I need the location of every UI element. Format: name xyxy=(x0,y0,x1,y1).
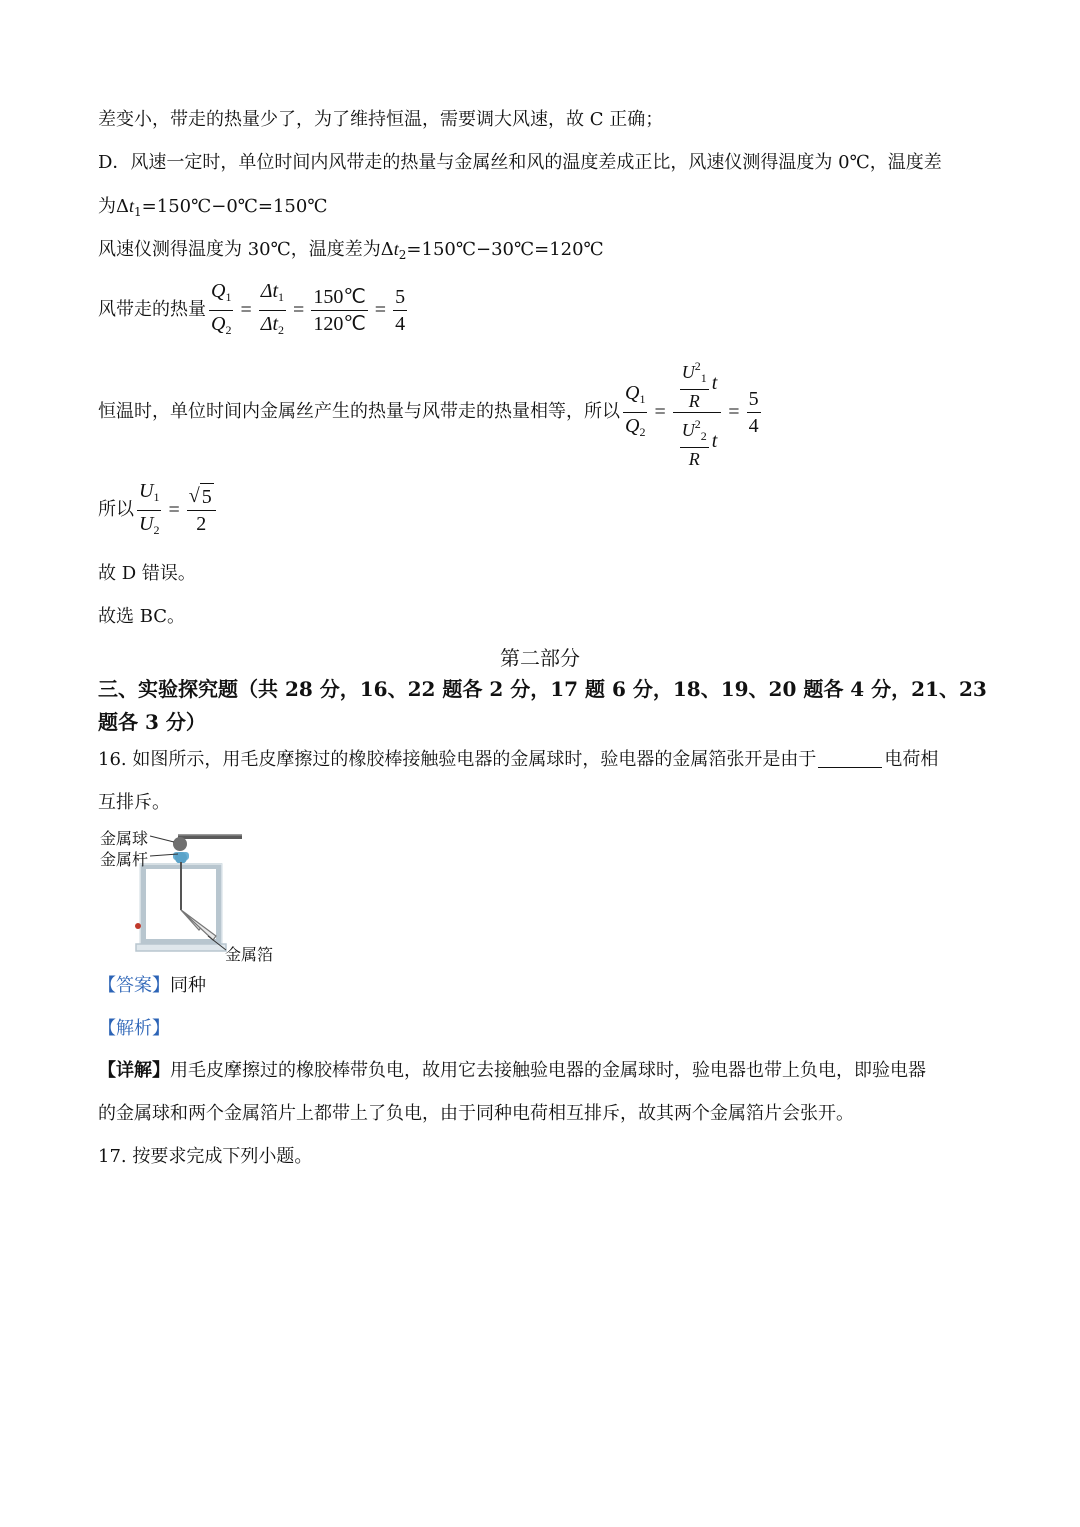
den-2: 2 xyxy=(196,513,207,535)
heat-ratio-equation xyxy=(98,279,410,338)
u-symbol: U xyxy=(139,512,154,535)
text-line-8: 故 D 错误。 xyxy=(98,563,196,584)
line4-var: t xyxy=(393,239,399,259)
compound-fraction xyxy=(673,355,722,470)
leader-ball xyxy=(150,836,174,842)
question-16-line-2: 互排斥。 xyxy=(98,792,170,813)
t-symbol: t xyxy=(711,372,718,394)
detail-line-1 xyxy=(98,1059,926,1083)
sub-1: 1 xyxy=(700,370,707,385)
sub-1: 1 xyxy=(639,391,646,406)
voltage-ratio-equation xyxy=(98,480,219,540)
line7-label: 所以 xyxy=(98,499,134,520)
q16-text-a: 16. 如图所示，用毛皮摩擦过的橡胶棒接触验电器的金属球时，验电器的金属箔张开是由于 xyxy=(98,749,817,770)
frac-5-4-b xyxy=(747,386,761,439)
sqrt-icon: √ xyxy=(188,485,200,507)
q16-text-b: 电荷相 xyxy=(884,749,939,770)
text-line-3 xyxy=(98,194,327,224)
frac-u1sq-r xyxy=(680,355,709,412)
line4-sub: 2 xyxy=(398,248,407,262)
label-metal-foil: 金属箔 xyxy=(225,945,274,964)
power-ratio-equation xyxy=(98,356,764,468)
line3-prefix: 为Δ xyxy=(98,196,129,217)
metal-ball xyxy=(173,837,187,851)
metal-leaf-2 xyxy=(181,910,216,940)
text-line-4 xyxy=(98,237,604,267)
frac-u2sq-r xyxy=(680,413,709,470)
frac-temps xyxy=(311,284,367,337)
line3-rest: =150℃−0℃=150℃ xyxy=(141,196,328,217)
sub-1: 1 xyxy=(278,289,285,304)
line3-var: t xyxy=(129,196,135,216)
u-symbol: U xyxy=(139,479,154,502)
q-symbol: Q xyxy=(211,279,226,302)
line5-label: 风带走的热量 xyxy=(98,299,206,320)
sub-2: 2 xyxy=(153,522,160,537)
question-17: 17. 按要求完成下列小题。 xyxy=(98,1146,313,1167)
delta-t-symbol: Δt xyxy=(260,312,279,335)
text-line-2: D．风速一定时，单位时间内风带走的热量与金属丝和风的温度差成正比，风速仪测得温度为 0℃，温度差 xyxy=(98,152,942,173)
frac-q1-q2-b xyxy=(623,380,647,445)
rubber-rod-highlight xyxy=(178,834,242,836)
temp-120: 120℃ xyxy=(313,312,366,335)
section-title: 第二部分 xyxy=(500,646,580,670)
sub-2: 2 xyxy=(700,428,707,443)
sub-2: 2 xyxy=(225,322,232,337)
q-symbol: Q xyxy=(625,381,640,404)
detail-tag: 【详解】 xyxy=(98,1060,170,1081)
line4-prefix: 风速仪测得温度为 30℃，温度差为Δ xyxy=(98,239,394,260)
analysis-tag: 【解析】 xyxy=(98,1018,170,1039)
detail-line-2: 的金属球和两个金属箔片上都带上了负电，由于同种电荷相互排斥，故其两个金属箔片会张开。 xyxy=(98,1103,854,1124)
line6-label: 恒温时，单位时间内金属丝产生的热量与风带走的热量相等，所以 xyxy=(98,401,620,422)
line3-sub: 1 xyxy=(134,205,142,219)
temp-150: 150℃ xyxy=(311,284,367,311)
q-symbol: Q xyxy=(211,312,226,335)
question-16-line-1 xyxy=(98,748,938,772)
r-symbol: R xyxy=(688,390,700,411)
frac-dt1-dt2 xyxy=(259,278,286,343)
num-5: 5 xyxy=(747,386,761,413)
frac-q1-q2 xyxy=(209,278,233,343)
u-symbol: U xyxy=(681,419,695,440)
q-symbol: Q xyxy=(625,414,640,437)
den-4: 4 xyxy=(395,312,406,335)
answer-value: 同种 xyxy=(170,975,206,996)
equals-sign: = xyxy=(240,299,252,321)
text-line-9: 故选 BC。 xyxy=(98,606,186,627)
delta-t-symbol: Δt xyxy=(260,279,279,302)
u-symbol: U xyxy=(681,361,695,382)
equals-sign: = xyxy=(654,401,666,423)
detail-text-a: 用毛皮摩擦过的橡胶棒带负电，故用它去接触验电器的金属球时，验电器也带上负电，即验电器 xyxy=(170,1060,926,1081)
sqrt-5 xyxy=(189,483,214,510)
sub-1: 1 xyxy=(153,489,160,504)
equals-sign: = xyxy=(293,299,305,321)
answer-blank[interactable] xyxy=(818,767,882,768)
t-symbol: t xyxy=(711,430,718,452)
equals-sign: = xyxy=(168,499,180,521)
frac-sqrt5-2 xyxy=(187,483,216,537)
label-metal-rod: 金属杆 xyxy=(100,850,149,869)
sup-2: 2 xyxy=(694,416,701,431)
text-line-1: 差变小，带走的热量少了，为了维持恒温，需要调大风速，故 C 正确； xyxy=(98,109,664,130)
answer-tag: 【答案】 xyxy=(98,975,170,996)
sup-2: 2 xyxy=(694,358,701,373)
label-metal-ball: 金属球 xyxy=(100,829,149,848)
sub-2: 2 xyxy=(639,424,646,439)
line4-rest: =150℃−30℃=120℃ xyxy=(406,239,604,260)
sub-1: 1 xyxy=(225,289,232,304)
r-symbol: R xyxy=(688,448,700,469)
num-5: 5 xyxy=(393,284,407,311)
frac-5-4 xyxy=(393,284,407,337)
den-4: 4 xyxy=(748,414,759,437)
answer-line xyxy=(98,974,206,998)
radicand-5: 5 xyxy=(200,483,214,510)
frac-u1-u2 xyxy=(137,478,161,543)
base xyxy=(136,944,226,951)
sub-2: 2 xyxy=(278,322,285,337)
equals-sign: = xyxy=(728,401,740,423)
red-knob xyxy=(135,923,141,929)
electroscope-figure xyxy=(98,822,288,972)
section-heading: 三、实验探究题（共 28 分，16、22 题各 2 分，17 题 6 分，18、19、20 题各 4 分，21、23 题各 3 分） xyxy=(98,677,987,734)
equals-sign: = xyxy=(374,299,387,321)
